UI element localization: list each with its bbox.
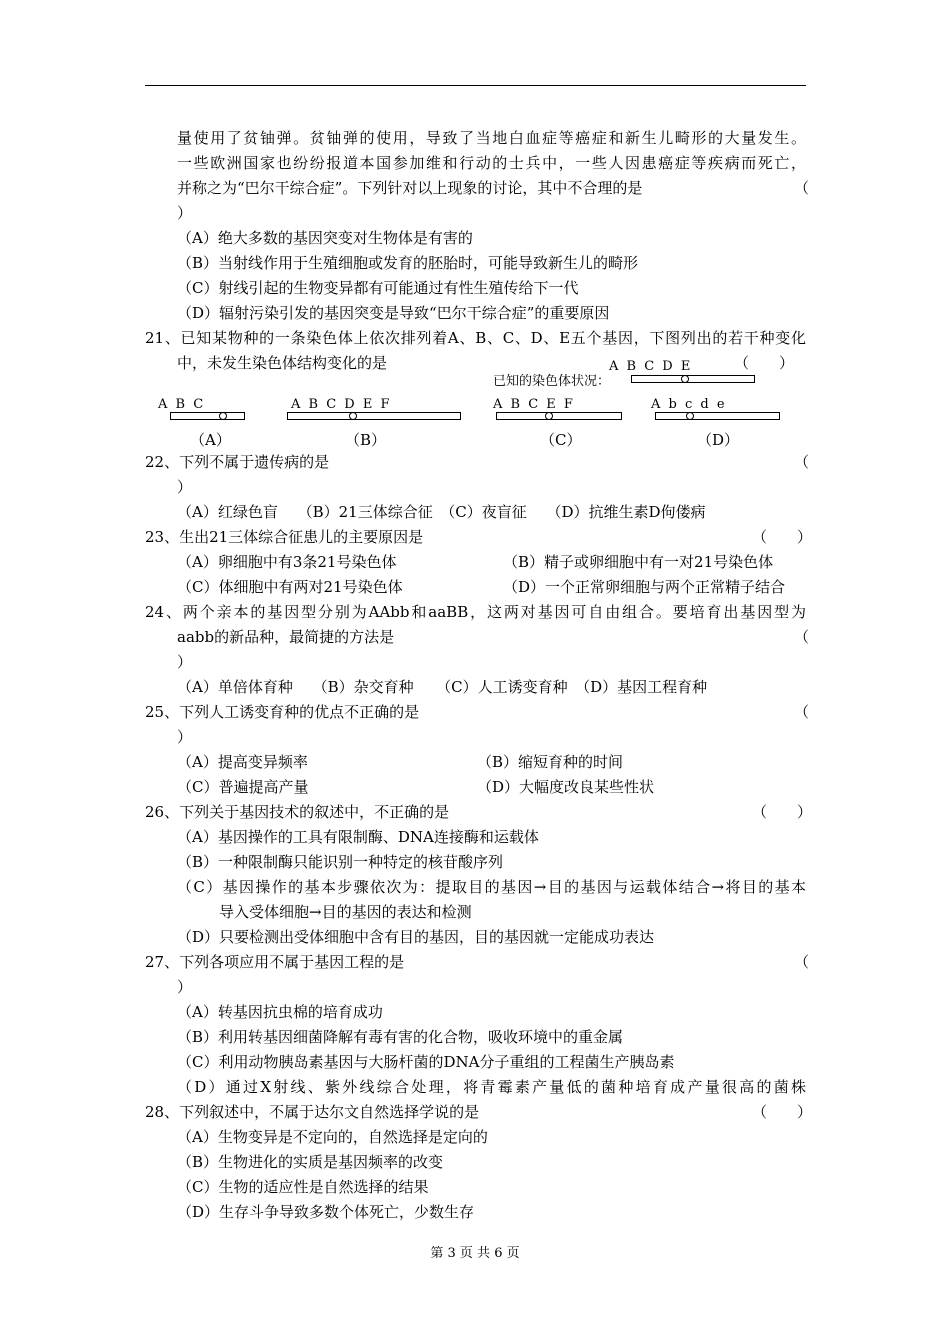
q28-answer-paren: （ ） [752,1103,813,1121]
q26-option-b: （B）一种限制酶只能识别一种特定的核苷酸序列 [177,853,504,871]
q23-stem: 23、生出21三体综合征患儿的主要原因是 [145,528,424,546]
q25-option-d: （D）大幅度改良某些性状 [477,778,655,796]
q20-text-line-3: 并称之为“巴尔干综合症”。下列针对以上现象的讨论，其中不合理的是 [177,179,643,197]
q25-answer-paren-close: ） [177,728,193,746]
centromere [681,375,689,383]
q25-stem: 25、下列人工诱变育种的优点不正确的是 [145,703,420,721]
q20-answer-paren-close: ） [177,204,193,222]
q22-answer-paren-close: ） [177,478,193,496]
q28-option-c: （C）生物的适应性是自然选择的结果 [177,1178,429,1196]
q20-option-a: （A）绝大多数的基因突变对生物体是有害的 [177,229,473,247]
q23-option-c: （C）体细胞中有两对21号染色体 [177,578,403,596]
q20-answer-paren-open: （ [794,179,810,197]
q28-option-d: （D）生存斗争导致多数个体死亡，少数生存 [177,1203,475,1221]
q27-option-b: （B）利用转基因细菌降解有毒有害的化合物，吸收环境中的重金属 [177,1028,624,1046]
q28-option-b: （B）生物进化的实质是基因频率的改变 [177,1153,444,1171]
option-d-genes: A b c d e [651,397,727,412]
q20-text-line-2: 一些欧洲国家也纷纷报道本国参加维和行动的士兵中，一些人因患癌症等疾病而死亡， [177,154,806,172]
q26-answer-paren: （ ） [752,803,813,821]
q23-answer-paren: （ ） [752,528,813,546]
q20-option-c: （C）射线引起的生物变异都有可能通过有性生殖传给下一代 [177,279,579,297]
centromere [686,412,694,420]
q26-option-c-line-1: （C）基因操作的基本步骤依次为：提取目的基因→目的基因与运载体结合→将目的基本 [177,878,806,896]
option-d-chromosome [655,412,780,420]
q27-answer-paren-close: ） [177,978,193,996]
q21-stem-line-2: 中，未发生染色体结构变化的是 [177,354,388,372]
option-a-genes: A B C [158,397,206,412]
q24-options: （A）单倍体育种 （B）杂交育种 （C）人工诱变育种 （D）基因工程育种 [177,678,708,696]
q22-options: （A）红绿色盲 （B）21三体综合征 （C）夜盲征 （D）抗维生素D佝偻病 [177,503,706,521]
q25-answer-paren-open: （ [794,703,810,721]
q27-option-a: （A）转基因抗虫棉的培育成功 [177,1003,383,1021]
option-c-label: （C） [540,431,582,449]
q26-stem: 26、下列关于基因技术的叙述中，不正确的是 [145,803,450,821]
centromere [349,412,357,420]
q22-answer-paren-open: （ [794,453,810,471]
option-a-label: （A） [190,431,231,449]
q20-text-line-1: 量使用了贫铀弹。贫铀弹的使用，导致了当地白血症等癌症和新生儿畸形的大量发生。 [177,129,806,147]
q28-stem: 28、下列叙述中，不属于达尔文自然选择学说的是 [145,1103,480,1121]
q26-option-c-line-2: 导入受体细胞→目的基因的表达和检测 [219,903,472,921]
q27-option-d: （D）通过X射线、紫外线综合处理，将青霉素产量低的菌种培育成产量很高的菌株 [177,1078,806,1096]
centromere [545,412,553,420]
option-d-label: （D） [697,431,740,449]
q23-option-b: （B）精子或卵细胞中有一对21号染色体 [503,553,774,571]
q27-stem: 27、下列各项应用不属于基因工程的是 [145,953,405,971]
known-chromosome-genes: A B C D E [609,359,693,374]
q27-answer-paren-open: （ [794,953,810,971]
q22-stem: 22、下列不属于遗传病的是 [145,453,330,471]
option-a-chromosome [170,412,245,420]
q20-option-d: （D）辐射污染引发的基因突变是导致“巴尔干综合症”的重要原因 [177,304,610,322]
q23-option-d: （D）一个正常卵细胞与两个正常精子结合 [503,578,786,596]
q23-option-a: （A）卵细胞中有3条21号染色体 [177,553,397,571]
header-rule [145,85,806,86]
known-chromosome [631,375,755,383]
q26-option-a: （A）基因操作的工具有限制酶、DNA连接酶和运载体 [177,828,539,846]
q28-option-a: （A）生物变异是不定向的，自然选择是定向的 [177,1128,488,1146]
q25-option-b: （B）缩短育种的时间 [477,753,624,771]
option-b-label: （B） [345,431,387,449]
q21-answer-paren: （ ） [734,354,795,372]
q24-answer-paren-close: ） [177,653,193,671]
known-chromosome-label: 已知的染色体状况： [493,374,611,389]
q24-stem-line-1: 24、两个亲本的基因型分别为AAbb和aaBB，这两对基因可自由组合。要培育出基因型为 [145,603,806,621]
q20-option-b: （B）当射线作用于生殖细胞或发育的胚胎时，可能导致新生儿的畸形 [177,254,639,272]
page-footer: 第 3 页 共 6 页 [430,1246,520,1261]
option-b-chromosome [287,412,461,420]
q25-option-c: （C）普遍提高产量 [177,778,309,796]
q26-option-d: （D）只要检测出受体细胞中含有目的基因，目的基因就一定能成功表达 [177,928,655,946]
option-c-chromosome [496,412,622,420]
centromere [219,412,227,420]
q27-option-c: （C）利用动物胰岛素基因与大肠杆菌的DNA分子重组的工程菌生产胰岛素 [177,1053,675,1071]
q21-stem-line-1: 21、已知某物种的一条染色体上依次排列着A、B、C、D、E五个基因，下图列出的若干种变化 [145,329,806,347]
option-b-genes: A B C D E F [291,397,392,412]
q24-stem-line-2: aabb的新品种，最简捷的方法是 [177,628,395,646]
q25-option-a: （A）提高变异频率 [177,753,308,771]
q24-answer-paren-open: （ [794,628,810,646]
option-c-genes: A B C E F [493,397,575,412]
